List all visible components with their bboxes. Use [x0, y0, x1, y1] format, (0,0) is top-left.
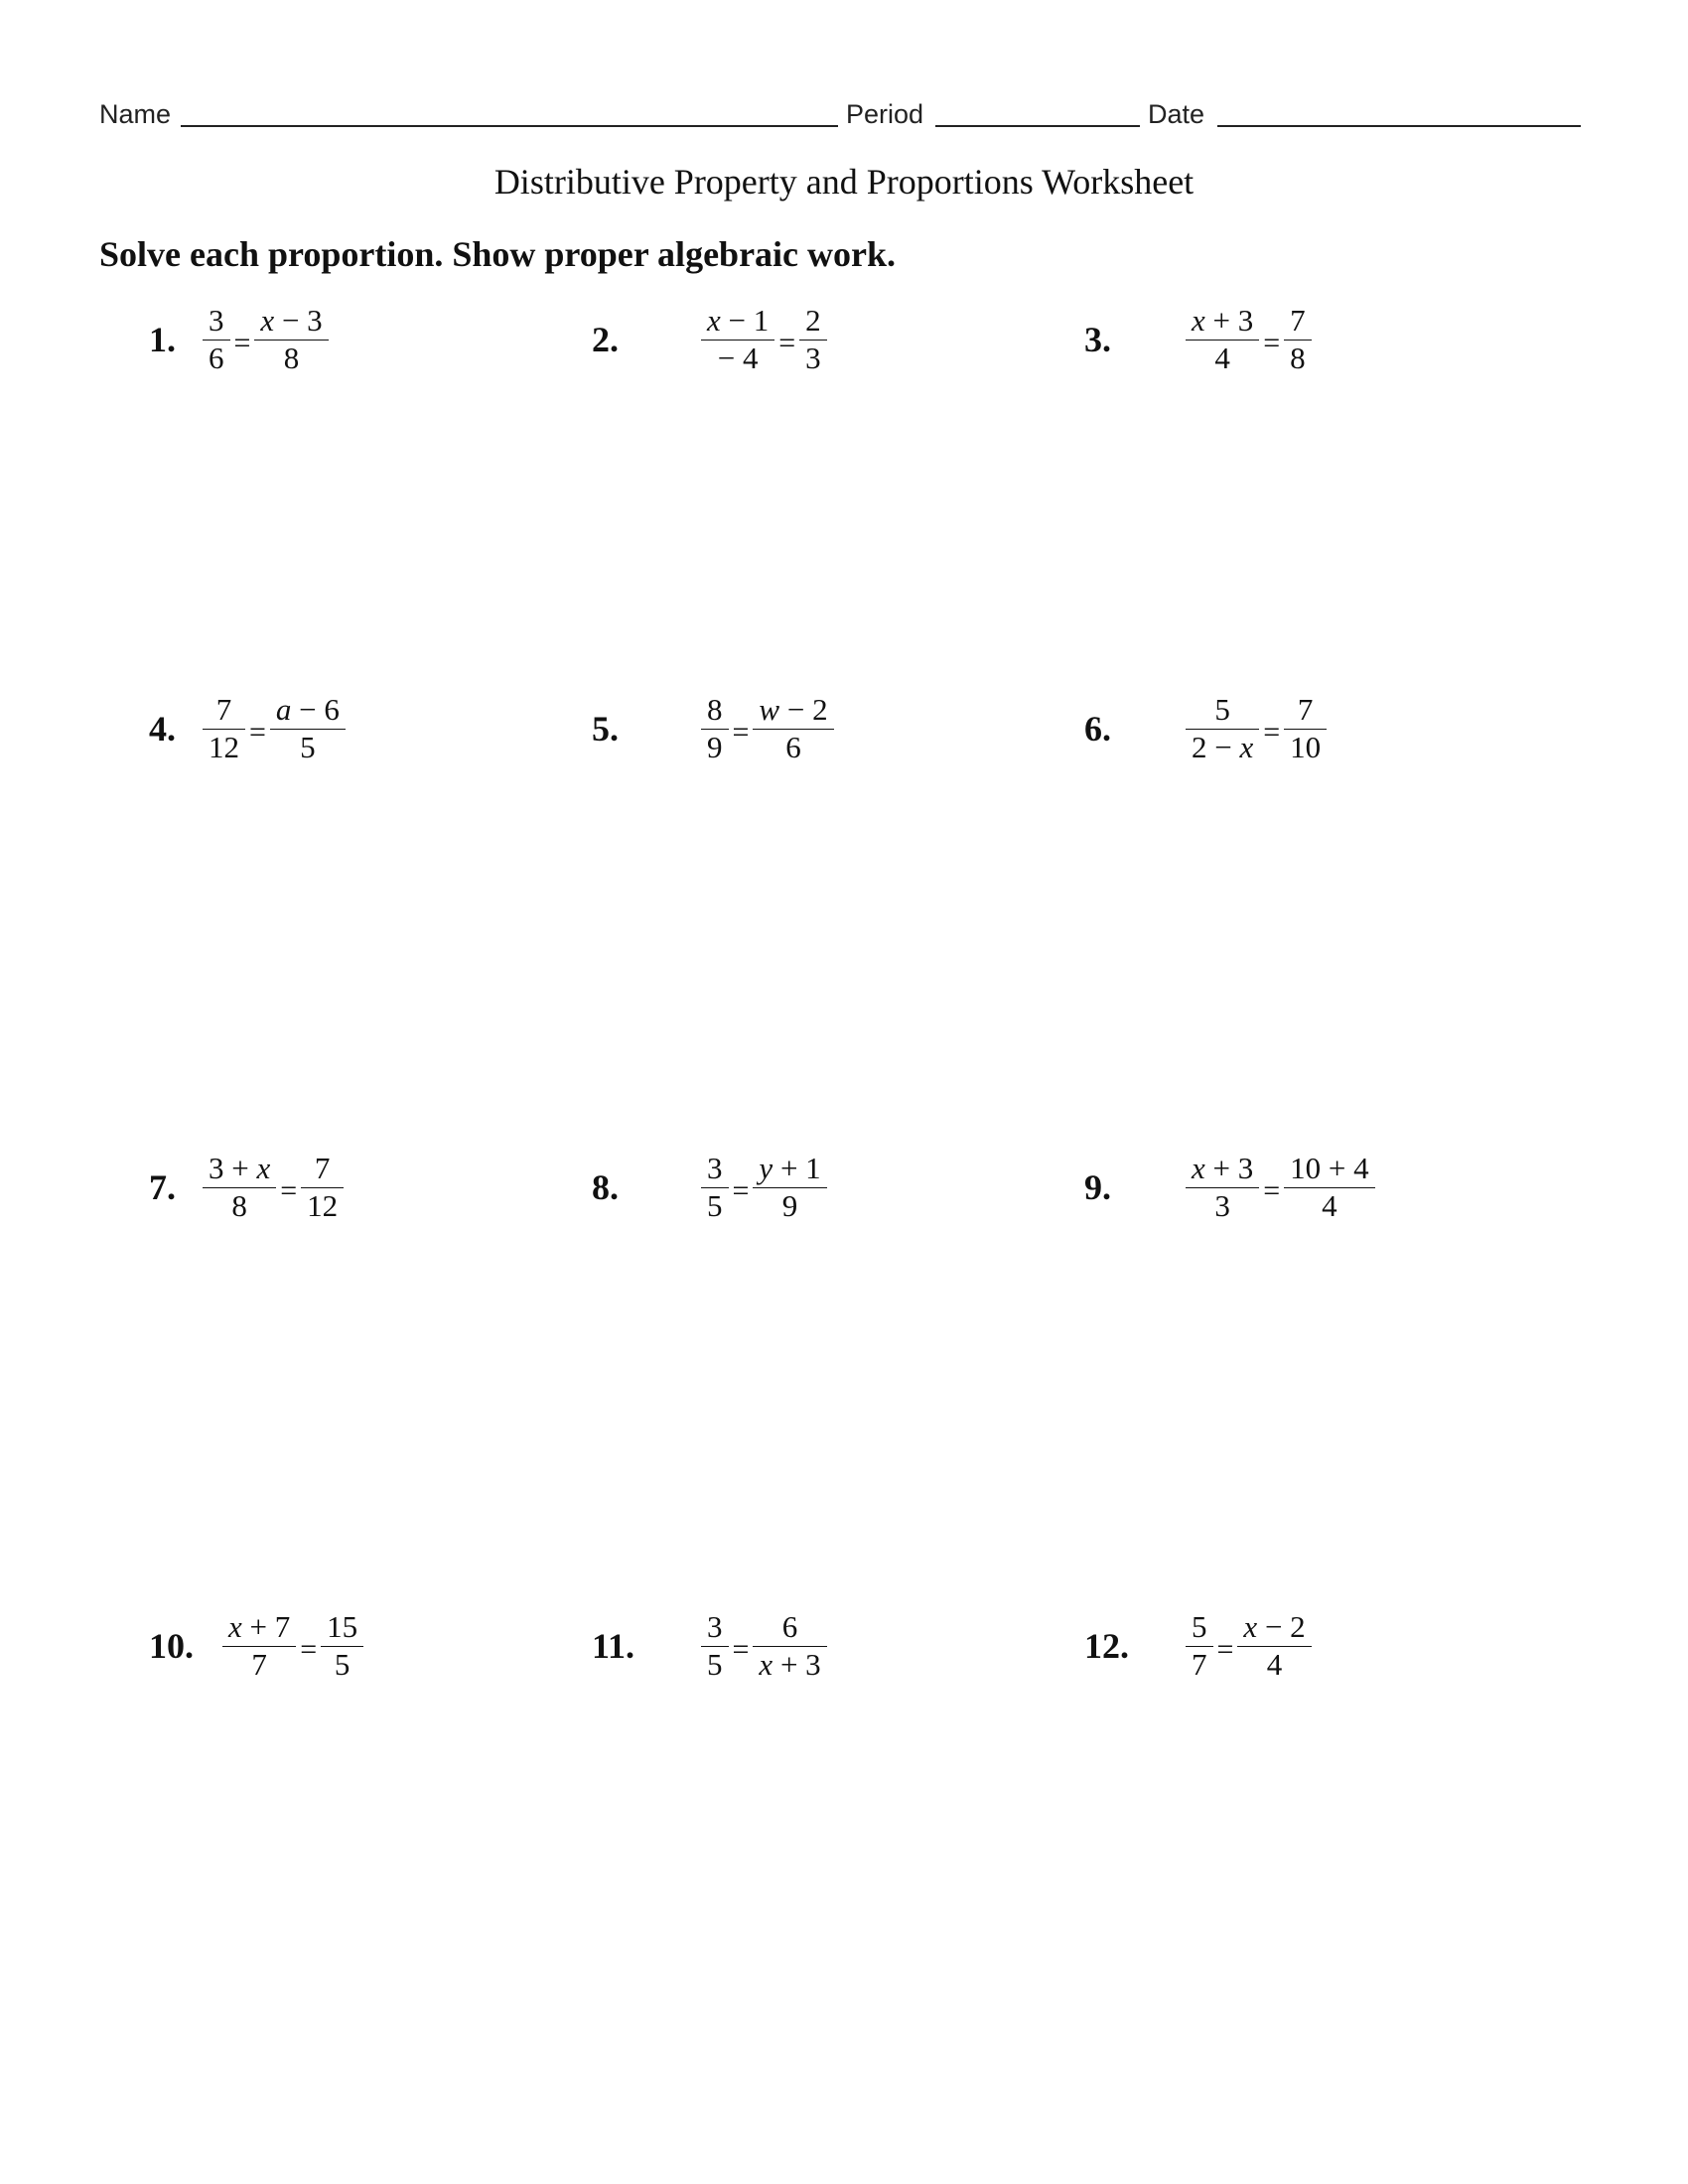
- numerator: x + 7: [228, 1608, 291, 1644]
- denominator: − 4: [717, 340, 759, 375]
- fraction-left: [701, 691, 729, 764]
- numerator: 3 + x: [209, 1150, 271, 1185]
- fraction-left: [701, 1608, 729, 1682]
- name-label: Name: [99, 99, 172, 129]
- denominator: 12: [209, 729, 239, 764]
- numerator: a − 6: [275, 691, 340, 727]
- date-label: Date: [1148, 99, 1205, 129]
- denominator: 4: [1214, 340, 1230, 375]
- equals-sign: =: [1263, 1174, 1281, 1207]
- problem-number: 3.: [1084, 320, 1111, 359]
- fraction-right: [270, 691, 346, 764]
- equals-sign: =: [1263, 327, 1281, 359]
- denominator: x + 3: [759, 1646, 821, 1682]
- numerator: w − 2: [759, 691, 828, 727]
- fraction-left: [1186, 1608, 1213, 1682]
- denominator: 12: [307, 1187, 339, 1223]
- denominator: 3: [805, 340, 821, 375]
- numerator: 2: [805, 302, 821, 338]
- worksheet-title: Distributive Property and Proportions Worksheet: [493, 162, 1195, 202]
- problem-11: [592, 1604, 827, 1688]
- problem-number: 5.: [592, 709, 619, 749]
- numerator: 7: [215, 691, 232, 727]
- proportion-equation: [701, 1150, 827, 1223]
- problem-7: [149, 1146, 344, 1229]
- proportion-equation: [203, 1150, 344, 1223]
- numerator: 15: [327, 1608, 358, 1644]
- proportion-equation: [1186, 1608, 1312, 1682]
- fraction-left: [701, 302, 774, 375]
- proportion-equation: [1186, 302, 1312, 375]
- fraction-left: [203, 302, 230, 375]
- denominator: 8: [1290, 340, 1306, 375]
- numerator: 3: [707, 1150, 723, 1185]
- problem-6: [1084, 687, 1327, 770]
- fraction-left: [203, 1150, 276, 1223]
- equals-sign: =: [300, 1633, 318, 1666]
- equals-sign: =: [1216, 1633, 1234, 1666]
- numerator: 3: [209, 302, 224, 338]
- numerator: 5: [1192, 1608, 1207, 1644]
- denominator: 4: [1322, 1187, 1337, 1223]
- fraction-right: [321, 1608, 363, 1682]
- denominator: 9: [707, 729, 723, 764]
- equals-sign: =: [1263, 716, 1281, 749]
- fraction-right: [753, 1150, 826, 1223]
- proportion-equation: [203, 691, 346, 764]
- period-label: Period: [846, 99, 924, 129]
- proportion-equation: [1186, 691, 1327, 764]
- date-field[interactable]: [1217, 125, 1581, 127]
- problem-number: 1.: [149, 320, 176, 359]
- denominator: 5: [300, 729, 316, 764]
- denominator: 2 − x: [1192, 729, 1254, 764]
- problem-number: 8.: [592, 1167, 619, 1207]
- fraction-right: [753, 1608, 826, 1682]
- denominator: 9: [781, 1187, 798, 1223]
- problem-1: [149, 298, 329, 381]
- proportion-equation: [701, 691, 834, 764]
- fraction-left: [1186, 691, 1259, 764]
- problem-10: [149, 1604, 363, 1688]
- numerator: y + 1: [759, 1150, 821, 1185]
- student-info-header: [99, 95, 1581, 137]
- problem-12: [1084, 1604, 1312, 1688]
- numerator: 6: [781, 1608, 798, 1644]
- fraction-left: [1186, 302, 1259, 375]
- numerator: x − 3: [260, 302, 323, 338]
- numerator: 10 + 4: [1290, 1150, 1369, 1185]
- equals-sign: =: [732, 1633, 750, 1666]
- fraction-right: [799, 302, 827, 375]
- fraction-right: [301, 1150, 344, 1223]
- problem-8: [592, 1146, 827, 1229]
- proportion-equation: [701, 302, 827, 375]
- problem-5: [592, 687, 834, 770]
- problem-4: [149, 687, 346, 770]
- numerator: 3: [707, 1608, 723, 1644]
- numerator: 7: [1290, 302, 1306, 338]
- numerator: 7: [1297, 691, 1314, 727]
- problem-9: [1084, 1146, 1375, 1229]
- denominator: 7: [251, 1646, 267, 1682]
- fraction-left: [1186, 1150, 1259, 1223]
- denominator: 5: [707, 1646, 723, 1682]
- numerator: x + 3: [1192, 1150, 1254, 1185]
- fraction-right: [1284, 691, 1327, 764]
- numerator: x − 2: [1243, 1608, 1306, 1644]
- fraction-left: [701, 1150, 729, 1223]
- proportion-equation: [222, 1608, 363, 1682]
- problem-number: 4.: [149, 709, 176, 749]
- numerator: x + 3: [1192, 302, 1254, 338]
- problem-number: 7.: [149, 1167, 176, 1207]
- proportion-equation: [701, 1608, 827, 1682]
- denominator: 5: [707, 1187, 723, 1223]
- equals-sign: =: [249, 716, 266, 749]
- denominator: 8: [231, 1187, 247, 1223]
- denominator: 8: [283, 340, 300, 375]
- instructions: Solve each proportion. Show proper algebraic work.: [99, 234, 897, 274]
- problem-number: 11.: [592, 1626, 635, 1666]
- equals-sign: =: [233, 327, 251, 359]
- equals-sign: =: [732, 1174, 750, 1207]
- fraction-right: [1284, 1150, 1374, 1223]
- numerator: 5: [1214, 691, 1230, 727]
- fraction-left: [222, 1608, 296, 1682]
- numerator: 7: [314, 1150, 331, 1185]
- denominator: 6: [785, 729, 801, 764]
- denominator: 4: [1266, 1646, 1283, 1682]
- numerator: x − 1: [707, 302, 770, 338]
- fraction-right: [1284, 302, 1312, 375]
- proportion-equation: [203, 302, 329, 375]
- fraction-right: [753, 691, 833, 764]
- equals-sign: =: [778, 327, 796, 359]
- period-field[interactable]: [935, 125, 1140, 127]
- problem-number: 9.: [1084, 1167, 1111, 1207]
- denominator: 3: [1214, 1187, 1230, 1223]
- denominator: 7: [1192, 1646, 1207, 1682]
- equals-sign: =: [732, 716, 750, 749]
- problem-number: 12.: [1084, 1626, 1129, 1666]
- denominator: 5: [334, 1646, 351, 1682]
- denominator: 10: [1290, 729, 1322, 764]
- problem-number: 2.: [592, 320, 619, 359]
- denominator: 6: [209, 340, 224, 375]
- problem-number: 10.: [149, 1626, 194, 1666]
- fraction-right: [1237, 1608, 1311, 1682]
- name-field[interactable]: [181, 125, 838, 127]
- problem-number: 6.: [1084, 709, 1111, 749]
- fraction-right: [254, 302, 328, 375]
- problem-2: [592, 298, 827, 381]
- proportion-equation: [1186, 1150, 1375, 1223]
- equals-sign: =: [280, 1174, 298, 1207]
- numerator: 8: [707, 691, 723, 727]
- problem-3: [1084, 298, 1312, 381]
- fraction-left: [203, 691, 245, 764]
